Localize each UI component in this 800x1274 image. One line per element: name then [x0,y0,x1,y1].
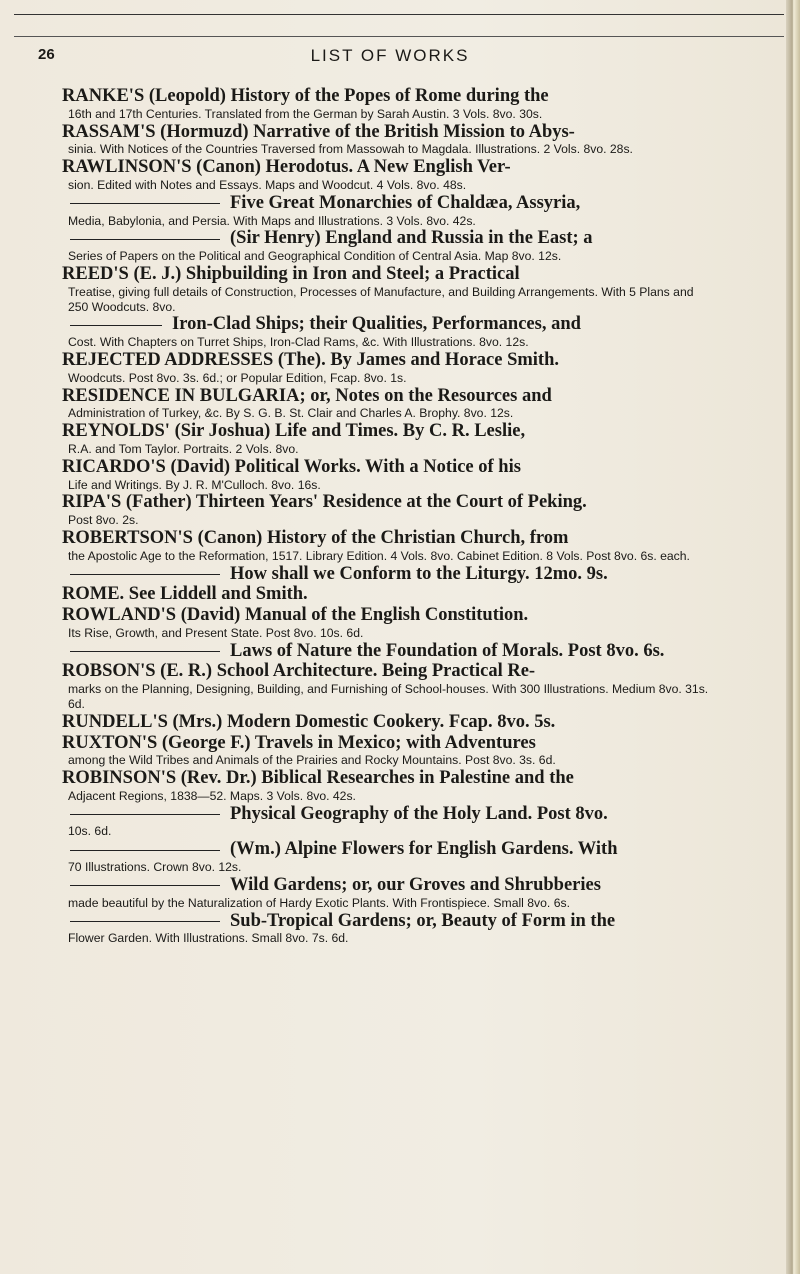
entry-heading: REYNOLDS' (Sir Joshua) Life and Times. By C. R. Leslie, [62,421,526,442]
entry-details: 70 Illustrations. Crown 8vo. 12s. [68,860,242,875]
entry-robertson-history [62,528,710,564]
entry-details: 16th and 17th Centuries. Translated from the German by Sarah Austin. 3 Vols. 8vo. 30s. [68,106,543,121]
entry-details: sinia. With Notices of the Countries Traversed from Massowah to Magdala. Illustrations. 2 Vols. 8vo. 28s. [68,142,633,157]
entry-ranke [62,86,710,122]
entry-details: 10s. 6d. [68,824,112,839]
entry-heading: Wild Gardens; or, our Groves and Shrubberies [230,874,601,895]
entry-heading: RESIDENCE IN BULGARIA; or, Notes on the Resources and [62,385,552,406]
entry-residence-bulgaria [62,386,710,422]
entry-details: R.A. and Tom Taylor. Portraits. 2 Vols. 8vo. [68,441,299,456]
entry-reed-shipbuilding [62,264,710,314]
header-rule [14,36,784,37]
entry-details: marks on the Planning, Designing, Building, and Furnishing of School-houses. With 300 Illustrations. Medium 8vo. 31s. 6d. [68,682,709,711]
entry-robinson-alpine [62,839,710,875]
entry-details: Woodcuts. Post 8vo. 3s. 6d.; or Popular Edition, Fcap. 8vo. 1s. [68,370,407,385]
book-edge [786,0,800,1274]
entry-details: Administration of Turkey, &c. By S. G. B. St. Clair and Charles A. Brophy. 8vo. 12s. [68,406,514,421]
ditto-dash [70,239,220,240]
entry-ripa [62,492,710,528]
entry-details: Flower Garden. With Illustrations. Small 8vo. 7s. 6d. [68,931,349,946]
entry-heading: ROBINSON'S (Rev. Dr.) Biblical Researches in Palestine and the [62,768,574,789]
works-list [62,86,710,946]
ditto-dash [70,651,220,652]
ditto-dash [70,850,220,851]
entry-heading: Physical Geography of the Holy Land. Post 8vo. [230,803,608,824]
entry-heading: RAWLINSON'S (Canon) Herodotus. A New English Ver- [62,157,511,178]
entry-rawlinson-russia [62,228,710,264]
ditto-dash [70,203,220,204]
entry-heading: Five Great Monarchies of Chaldæa, Assyria, [230,192,581,213]
entry-details: made beautiful by the Naturalization of Hardy Exotic Plants. With Frontispiece. Small 8vo. 6s. [68,895,570,910]
entry-details: Post 8vo. 2s. [68,513,139,528]
entry-details: Adjacent Regions, 1838—52. Maps. 3 Vols. 8vo. 42s. [68,788,356,803]
entry-robinson-geography [62,804,710,840]
entry-heading: REJECTED ADDRESSES (The). By James and Horace Smith. [62,350,559,371]
entry-heading: (Sir Henry) England and Russia in the East; a [230,228,593,249]
entry-details: sion. Edited with Notes and Essays. Maps and Woodcut. 4 Vols. 8vo. 48s. [68,177,467,192]
entry-details: Cost. With Chapters on Turret Ships, Iron-Clad Rams, &c. With Illustrations. 8vo. 12s. [68,335,529,350]
entry-heading: RUXTON'S (George F.) Travels in Mexico; with Adventures [62,732,536,753]
entry-heading: RANKE'S (Leopold) History of the Popes of Rome during the [62,86,549,106]
entry-rejected-addresses [62,350,710,386]
entry-rawlinson-herodotus [62,157,710,193]
entry-heading: RASSAM'S (Hormuzd) Narrative of the British Mission to Abys- [62,121,575,142]
page-number: 26 [38,46,55,63]
entry-reed-ironclad [62,314,710,350]
entry-rawlinson-monarchies [62,193,710,229]
entry-heading: RIPA'S (Father) Thirteen Years' Residence at the Court of Peking. [62,492,587,513]
entry-heading: ROME. See Liddell and Smith. [62,584,308,605]
entry-heading: Iron-Clad Ships; their Qualities, Performances, and [172,314,581,335]
entry-ricardo [62,457,710,493]
entry-rundell [62,712,710,733]
entry-robertson-liturgy [62,564,710,585]
entry-details: Its Rise, Growth, and Present State. Post 8vo. 10s. 6d. [68,625,364,640]
entry-heading: (Wm.) Alpine Flowers for English Gardens. With [230,839,618,860]
entry-reynolds [62,421,710,457]
running-title: LIST OF WORKS [310,46,470,65]
entry-rassam [62,122,710,158]
entry-heading: ROBSON'S (E. R.) School Architecture. Being Practical Re- [62,661,536,682]
ditto-dash [70,814,220,815]
entry-details: the Apostolic Age to the Reformation, 1517. Library Edition. 4 Vols. 8vo. Cabinet Edition. 8 Vols. Post 8vo. 6s. each. [68,548,690,563]
entry-heading: RUNDELL'S (Mrs.) Modern Domestic Cookery. Fcap. 8vo. 5s. [62,711,556,732]
entry-details: Life and Writings. By J. R. M'Culloch. 8vo. 16s. [68,477,321,492]
entry-rowland-manual [62,605,710,641]
entry-details: among the Wild Tribes and Animals of the Prairies and Rocky Mountains. Post 8vo. 3s. 6d. [68,753,556,768]
entry-robinson-subtropical [62,911,710,947]
entry-rome [62,584,710,605]
ditto-dash [70,921,220,922]
page-header [0,42,780,72]
entry-heading: ROWLAND'S (David) Manual of the English Constitution. [62,605,529,626]
ditto-dash [70,325,162,326]
entry-heading: RICARDO'S (David) Political Works. With a Notice of his [62,456,521,477]
entry-robinson-researches [62,768,710,804]
ditto-dash [70,885,220,886]
entry-heading: How shall we Conform to the Liturgy. 12mo. 9s. [230,563,608,584]
entry-robinson-wild-gardens [62,875,710,911]
entry-rowland-laws [62,641,710,662]
top-rule [14,14,784,15]
entry-ruxton [62,733,710,769]
entry-heading: Sub-Tropical Gardens; or, Beauty of Form in the [230,910,616,931]
entry-heading: REED'S (E. J.) Shipbuilding in Iron and Steel; a Practical [62,263,520,284]
entry-details: Media, Babylonia, and Persia. With Maps and Illustrations. 3 Vols. 8vo. 42s. [68,213,476,228]
entry-heading: Laws of Nature the Foundation of Morals. Post 8vo. 6s. [230,640,665,661]
entry-details: Series of Papers on the Political and Geographical Condition of Central Asia. Map 8vo. 12s. [68,249,562,264]
entry-details: Treatise, giving full details of Construction, Processes of Manufacture, and Building Arrangements. With 5 Plans and 250 Woodcuts. 8vo. [68,284,694,314]
ditto-dash [70,574,220,575]
entry-robson [62,661,710,711]
entry-heading: ROBERTSON'S (Canon) History of the Christian Church, from [62,528,569,548]
